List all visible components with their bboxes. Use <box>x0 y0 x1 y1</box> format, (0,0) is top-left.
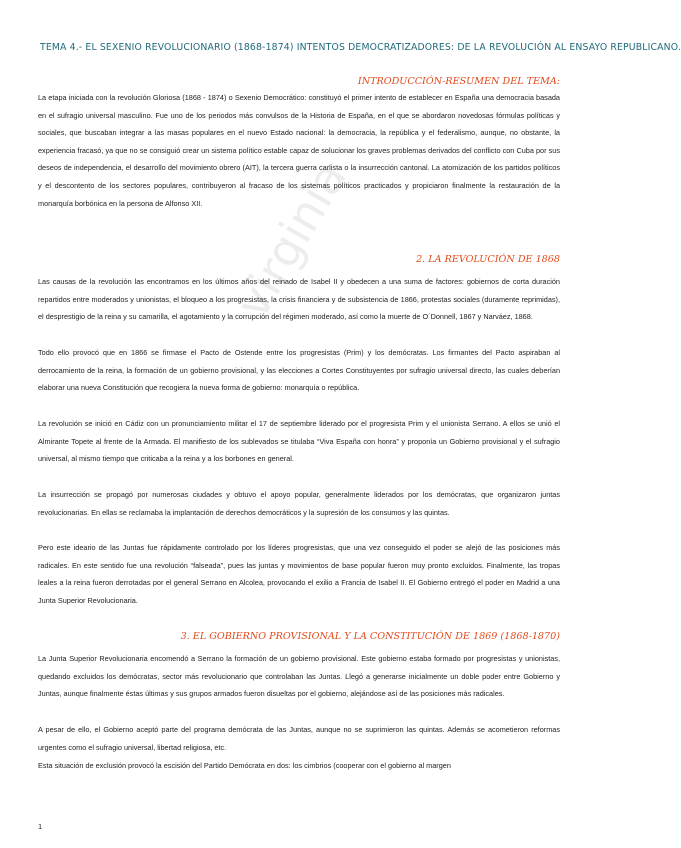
section-heading-gobierno-provisional: 3. EL GOBIERNO PROVISIONAL Y LA CONSTITUCIÓN DE 1869 (1868-1870) <box>180 631 560 642</box>
paragraph-programa-democrata: A pesar de ello, el Gobierno aceptó parte del programa demócrata de las Juntas, aunque no se suprimieron las quintas. Además se acometieron reformas urgentes como el sufragio universal, libertad religiosa, etc. <box>38 725 560 752</box>
paragraph-causas: Las causas de la revolución las encontramos en los últimos años del reinado de Isabel II y obedecen a una suma de factores: gobiernos de corta duración repartidos entre moderados y unionistas, el bloqueo a los progresistas, la crisis financiera y de subsistencia de 1866, protestas sociales (duramente reprimidas), el desprestigio de la reina y su camarilla, el agotamiento y la corrupción del régimen moderado, así como la muerte de O´Donnell, 1867 y Narváez, 1868. <box>38 277 560 322</box>
paragraph-escision: Esta situación de exclusión provocó la escisión del Partido Demócrata en dos: los cimbrios (cooperar con el gobierno al margen <box>38 761 451 770</box>
paragraph-introduccion: La etapa iniciada con la revolución Gloriosa (1868 - 1874) o Sexenio Democrático: constituyó el primer intento de establecer en España una democracia basada en el sufragio universal masculino. Fue uno de los periodos más convulsos de la Historia de España, en el que se abordaron novedosas fórmulas políticas y sociales, que buscaban integrar a las masas populares en el nuevo Estado nacional: la democracia, la república y el federalismo, aunque, no obstante, la experiencia fracasó, ya que no se consiguió crear un sistema político estable capaz de solucionar los graves problemas derivados del conflicto con Cuba por sus deseos de independencia, el desarrollo del movimiento obrero (AIT), la tercera guerra carlista o la insurrección cantonal. La atomización de los partidos políticos y el descontento de los sectores populares, contribuyeron al fracaso de los sistemas políticos practicados y propiciaron finalmente la restauración de la monarquía borbónica en la persona de Alfonso XII. <box>38 93 560 208</box>
paragraph-pacto-ostende: Todo ello provocó que en 1866 se firmase el Pacto de Ostende entre los progresistas (Prim) y los demócratas. Los firmantes del Pacto aspiraban al derrocamiento de la reina, la formación de un gobierno provisional, y las elecciones a Cortes Constituyentes por sufragio universal directo, las cuales deberían elaborar una nueva Constitución que recogiera la nueva forma de gobierno: monarquía o república. <box>38 348 560 393</box>
watermark: virginia <box>225 152 357 327</box>
paragraph-inicio-revolucion: La revolución se inició en Cádiz con un pronunciamiento militar el 17 de septiembre liderado por el progresista Prim y el unionista Serrano. A ellos se unió el Almirante Topete al frente de la Armada. El manifiesto de los sublevados se titulaba “Viva España con honra” y proponía un Gobierno provisional y el sufragio universal, al mismo tiempo que criticaba a la reina y a los borbones en general. <box>38 419 560 464</box>
section-heading-revolucion-1868: 2. LA REVOLUCIÓN DE 1868 <box>416 254 560 265</box>
page-number: 1 <box>38 822 43 831</box>
paragraph-junta-superior: La Junta Superior Revolucionaria encomendó a Serrano la formación de un gobierno provisional. Este gobierno estaba formado por progresistas y unionistas, quedando excluidos los demócratas, sector más revolucionario que controlaban las Juntas. Llegó a generarse inicialmente un doble poder entre Gobierno y Juntas, aunque finalmente éstas últimas y sus grupos armados fueron disueltas por el gobierno, alejándose así de las posiciones más radicales. <box>38 654 560 699</box>
paragraph-ideario-juntas: Pero este ideario de las Juntas fue rápidamente controlado por los líderes progresistas, que una vez conseguido el poder se alejó de las posiciones más radicales. En este sentido fue una revolución “falseada”, pues las juntas y movimientos de base popular fueron muy pronto excluidos. Finalmente, las tropas leales a la reina fueron derrotadas por el general Serrano en Alcolea, provocando el exilio a Francia de Isabel II. El Gobierno entregó el poder en Madrid a una Junta Superior Revolucionaria. <box>38 543 560 605</box>
paragraph-insurreccion: La insurrección se propagó por numerosas ciudades y obtuvo el apoyo popular, generalmente liderados por los demócratas, que organizaron juntas revolucionarias. En ellas se reclamaba la implantación de derechos democráticos y la supresión de los consumos y las quintas. <box>38 490 560 517</box>
section-heading-introduccion: INTRODUCCIÓN-RESUMEN DEL TEMA: <box>357 76 560 87</box>
document-title: TEMA 4.- EL SEXENIO REVOLUCIONARIO (1868-1874) INTENTOS DEMOCRATIZADORES: DE LA REVOLUCIÓN AL ENSAYO REPUBLICANO. <box>40 42 681 53</box>
